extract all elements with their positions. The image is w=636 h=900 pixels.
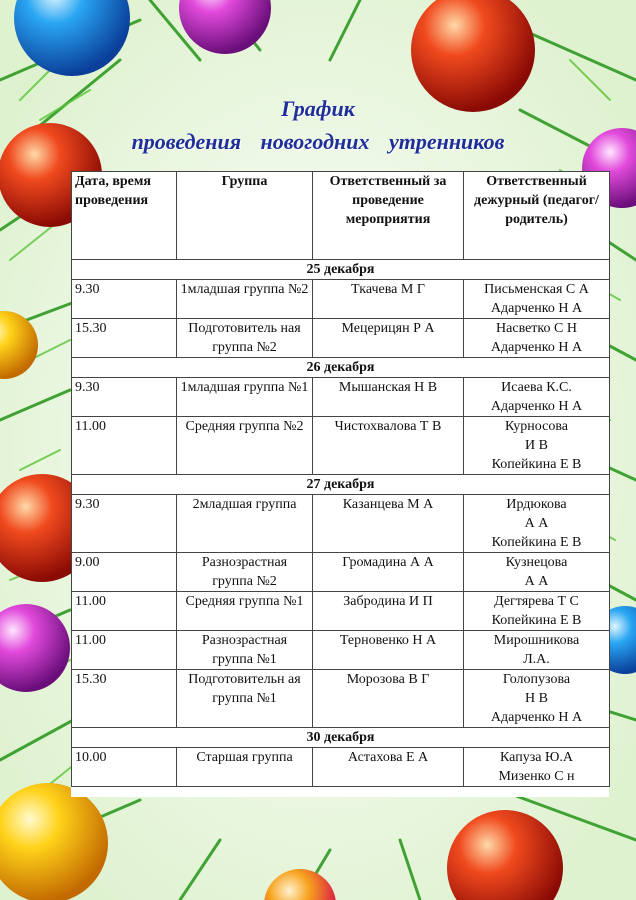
- responsible-cell: Мецерицян Р А: [313, 319, 464, 358]
- table-row: [72, 280, 610, 319]
- duty-person: Копейкина Е В: [491, 535, 582, 550]
- duty-cell: [464, 280, 610, 319]
- group-cell: Средняя группа №2: [177, 417, 313, 475]
- duty-person: Мизенко С н: [498, 769, 575, 784]
- duty-cell: [464, 319, 610, 358]
- time-cell: 11.00: [72, 592, 177, 631]
- duty-person: Насветко С Н: [496, 321, 577, 336]
- group-cell: 2младшая группа: [177, 495, 313, 553]
- date-header-row: [72, 475, 610, 495]
- schedule-body: [72, 260, 610, 787]
- duty-person: Адарченко Н А: [490, 710, 583, 725]
- duty-cell: [464, 378, 610, 417]
- header-group: Группа: [177, 172, 313, 260]
- page-title: [0, 92, 636, 158]
- header-responsible: Ответственный за проведение мероприятия: [313, 172, 464, 260]
- table-row: [72, 378, 610, 417]
- date-header-row: [72, 260, 610, 280]
- group-cell: 1младшая группа №1: [177, 378, 313, 417]
- table-row: [72, 553, 610, 592]
- table-row: [72, 592, 610, 631]
- responsible-cell: Астахова Е А: [313, 748, 464, 787]
- date-header-row: [72, 728, 610, 748]
- responsible-cell: Чистохвалова Т В: [313, 417, 464, 475]
- time-cell: 11.00: [72, 631, 177, 670]
- duty-person: Дегтярева Т С: [494, 594, 579, 609]
- duty-person: Кузнецова: [505, 555, 568, 570]
- date-header: 25 декабря: [72, 260, 610, 280]
- responsible-cell: Казанцева М А: [313, 495, 464, 553]
- responsible-cell: Громадина А А: [313, 553, 464, 592]
- time-cell: 9.30: [72, 378, 177, 417]
- duty-person: Курносова: [505, 419, 568, 434]
- schedule-table: [71, 171, 610, 787]
- time-cell: 9.30: [72, 495, 177, 553]
- group-cell: Старшая группа: [177, 748, 313, 787]
- table-row: [72, 748, 610, 787]
- duty-person: Голопузова: [502, 672, 571, 687]
- header-row: [72, 172, 610, 260]
- duty-cell: [464, 495, 610, 553]
- time-cell: 15.30: [72, 670, 177, 728]
- responsible-cell: Мышанская Н В: [313, 378, 464, 417]
- title-line-1: График: [281, 96, 355, 121]
- header-duty: Ответственный дежурный (педагог/ родитель): [464, 172, 610, 260]
- duty-person: Адарченко Н А: [490, 399, 583, 414]
- time-cell: 9.30: [72, 280, 177, 319]
- duty-person: Копейкина Е В: [491, 457, 582, 472]
- duty-person: Л.А.: [523, 652, 550, 667]
- time-cell: 9.00: [72, 553, 177, 592]
- duty-person: Письменская С А: [484, 282, 589, 297]
- duty-person: Исаева К.С.: [501, 380, 572, 395]
- duty-cell: [464, 670, 610, 728]
- duty-person: А А: [524, 516, 549, 531]
- time-cell: 11.00: [72, 417, 177, 475]
- duty-cell: [464, 553, 610, 592]
- duty-person: Н В: [525, 691, 548, 706]
- group-cell: Разнозрастная группа №1: [177, 631, 313, 670]
- time-cell: 15.30: [72, 319, 177, 358]
- duty-person: Капуза Ю.А: [500, 750, 573, 765]
- table-row: [72, 319, 610, 358]
- duty-cell: [464, 631, 610, 670]
- duty-cell: [464, 748, 610, 787]
- date-header: 30 декабря: [72, 728, 610, 748]
- table-row: [72, 495, 610, 553]
- table-row: [72, 631, 610, 670]
- duty-person: Адарченко Н А: [490, 301, 583, 316]
- group-cell: Средняя группа №1: [177, 592, 313, 631]
- time-cell: 10.00: [72, 748, 177, 787]
- group-cell: Подготовительн ая группа №1: [177, 670, 313, 728]
- title-line-2: проведения новогодних утренников: [131, 129, 505, 154]
- duty-cell: [464, 417, 610, 475]
- date-header: 26 декабря: [72, 358, 610, 378]
- group-cell: Разнозрастная группа №2: [177, 553, 313, 592]
- duty-person: Мирошникова: [493, 633, 580, 648]
- duty-person: Копейкина Е В: [491, 613, 582, 628]
- duty-person: А А: [524, 574, 549, 589]
- responsible-cell: Ткачева М Г: [313, 280, 464, 319]
- table-row: [72, 670, 610, 728]
- duty-person: Адарченко Н А: [490, 340, 583, 355]
- group-cell: Подготовитель ная группа №2: [177, 319, 313, 358]
- table-row: [72, 417, 610, 475]
- responsible-cell: Терновенко Н А: [313, 631, 464, 670]
- duty-cell: [464, 592, 610, 631]
- duty-person: И В: [525, 438, 548, 453]
- date-header-row: [72, 358, 610, 378]
- responsible-cell: Морозова В Г: [313, 670, 464, 728]
- duty-person: Ирдюкова: [506, 497, 567, 512]
- responsible-cell: Забродина И П: [313, 592, 464, 631]
- header-date: Дата, время проведения: [72, 172, 177, 260]
- date-header: 27 декабря: [72, 475, 610, 495]
- group-cell: 1младшая группа №2: [177, 280, 313, 319]
